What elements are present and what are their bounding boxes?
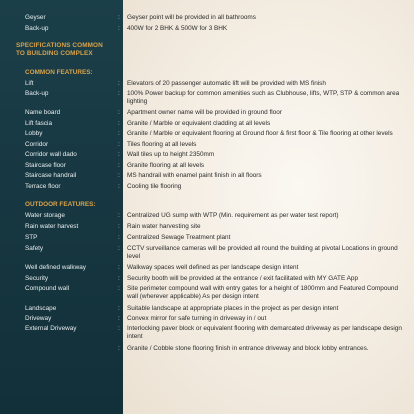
spec-value: Rain water harvesting site [127, 223, 201, 230]
spec-value: MS handrail with enamel paint finish in all floors [127, 172, 262, 179]
colon: : [118, 245, 120, 252]
colon: : [118, 325, 120, 332]
colon: : [118, 120, 120, 127]
spec-value: Granite flooring at all levels [127, 162, 205, 169]
spec-label: Safety [25, 245, 44, 252]
colon: : [118, 151, 120, 158]
spec-value: Convex mirror for safe turning in driveway in / out [127, 315, 267, 322]
spec-label: Back-up [25, 90, 49, 97]
spec-value: Centralized UG sump with WTP (Min. requirement as per water test report) [127, 212, 339, 219]
spec-label: Name board [25, 109, 61, 116]
colon: : [118, 275, 120, 282]
spec-label: Lobby [25, 130, 43, 137]
colon: : [118, 345, 120, 352]
spec-value: Tiles flooring at all levels [127, 141, 197, 148]
spec-value: Geyser point will be provided in all bathrooms [127, 14, 256, 21]
spec-value: CCTV surveillance cameras will be provided all round the building at pivotal Locations in ground level [127, 245, 398, 261]
spec-value: Elevators of 20 passenger automatic lift will be provided with MS finish [127, 80, 326, 87]
spec-label: Driveway [25, 315, 52, 322]
spec-label: Landscape [25, 305, 57, 312]
spec-label: Corridor [25, 141, 49, 148]
colon: : [118, 285, 120, 292]
colon: : [118, 172, 120, 179]
spec-label: Water storage [25, 212, 65, 219]
colon: : [118, 141, 120, 148]
colon: : [118, 109, 120, 116]
spec-label: Lift [25, 80, 34, 87]
spec-label: External Driveway [25, 325, 77, 332]
section-title-line1: SPECIFICATIONS COMMON [16, 42, 103, 49]
colon: : [118, 130, 120, 137]
spec-label: Staircase floor [25, 162, 66, 169]
spec-value: Granite / Cobble stone flooring finish in entrance driveway and block lobby entrances. [127, 345, 369, 352]
spec-label: STP [25, 234, 38, 241]
spec-value: Site perimeter compound wall with entry gates for a height of 1800mm and Featured Compound wall (wherever applicable) As per design intent [127, 285, 399, 301]
colon: : [118, 212, 120, 219]
colon: : [118, 14, 120, 21]
spec-label: Back-up [25, 25, 49, 32]
outdoor-features-heading: OUTDOOR FEATURES: [25, 201, 96, 208]
spec-label: Terrace floor [25, 183, 61, 190]
spec-value: Interlocking paver block or equivalent flooring with demarcated driveway as per landscape design intent [127, 325, 402, 341]
colon: : [118, 90, 120, 97]
spec-label: Geyser [25, 14, 46, 21]
spec-value: Cooling tile flooring [127, 183, 182, 190]
colon: : [118, 305, 120, 312]
spec-label: Lift fascia [25, 120, 52, 127]
spec-value: Granite / Marble or equivalent flooring at Ground floor & first floor & Tile flooring at other levels [127, 130, 393, 137]
spec-value: Wall tiles up to height 2350mm [127, 151, 215, 158]
spec-label: Staircase handrail [25, 172, 77, 179]
spec-label: Well defined walkway [25, 264, 86, 271]
colon: : [118, 223, 120, 230]
spec-value: Granite / Marble or equivalent cladding at all levels [127, 120, 271, 127]
colon: : [118, 183, 120, 190]
spec-value: Suitable landscape at appropriate places in the project as per design intent [127, 305, 339, 312]
spec-label: Security [25, 275, 49, 282]
spec-label: Rain water harvest [25, 223, 79, 230]
section-title-line2: TO BUILDING COMPLEX [16, 50, 93, 57]
spec-label: Corridor wall dado [25, 151, 77, 158]
spec-value: Walkway spaces well defined as per landscape design intent [127, 264, 299, 271]
colon: : [118, 25, 120, 32]
spec-label: Compound wall [25, 285, 70, 292]
colon: : [118, 162, 120, 169]
spec-value: Apartment owner name will be provided in ground floor [127, 109, 282, 116]
spec-value: Centralized Sewage Treatment plant [127, 234, 231, 241]
spec-value: Security booth will be provided at the entrance / exit facilitated with MY GATE App [127, 275, 359, 282]
colon: : [118, 264, 120, 271]
spec-value: 100% Power backup for common amenities such as Clubhouse, lifts, WTP, STP & common area lighting [127, 90, 400, 106]
spec-value: 400W for 2 BHK & 500W for 3 BHK [127, 25, 228, 32]
colon: : [118, 80, 120, 87]
common-features-heading: COMMON FEATURES: [25, 69, 93, 76]
colon: : [118, 234, 120, 241]
colon: : [118, 315, 120, 322]
